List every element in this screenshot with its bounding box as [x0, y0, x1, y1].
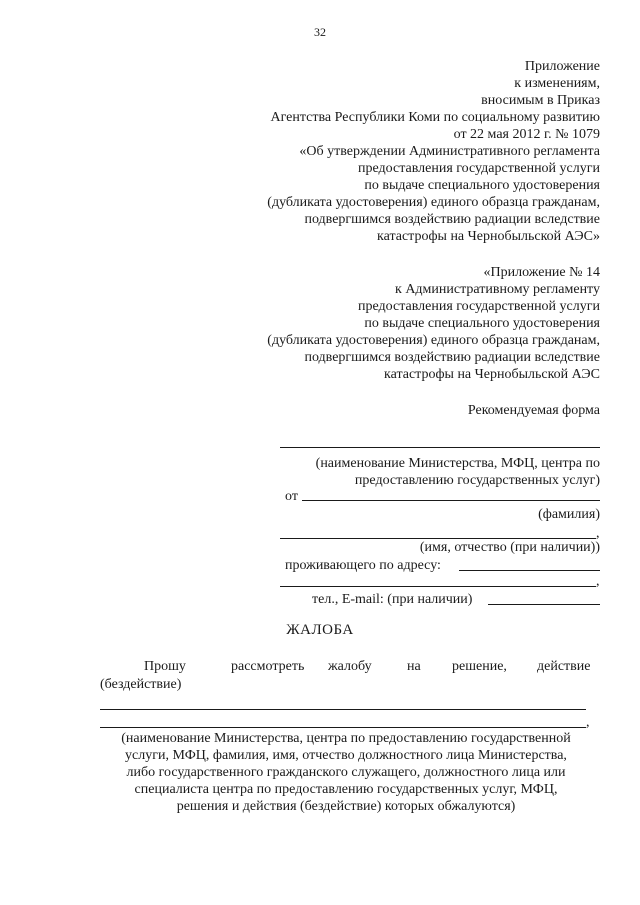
appendix-header-line: катастрофы на Чернобыльской АЭС» — [377, 229, 600, 244]
appendix-header-line: «Об утверждении Административного регламента — [299, 144, 600, 159]
appendix14-header — [267, 264, 600, 383]
address-field-1[interactable] — [459, 570, 600, 571]
appendix14-header-line: (дубликата удостоверения) единого образца гражданам, — [267, 333, 600, 348]
appendix-header-line: подвергшимся воздействию радиации вследствие — [304, 212, 600, 227]
comma-1: , — [596, 526, 600, 541]
appendix-header-line: по выдаче специального удостоверения — [364, 178, 600, 193]
appendix14-header-line: подвергшимся воздействию радиации вследствие — [304, 350, 600, 365]
body-word: на — [407, 659, 421, 674]
recommended-form-label — [468, 402, 600, 419]
body-comma: , — [586, 715, 590, 730]
page-number: 32 — [314, 25, 326, 39]
appendix-header-line: (дубликата удостоверения) единого образца гражданам, — [267, 195, 600, 210]
complaint-title: ЖАЛОБА — [286, 622, 354, 638]
body-word: действие — [537, 659, 591, 674]
address-label: проживающего по адресу: — [285, 558, 441, 573]
subject-caption-line: (наименование Министерства, центра по предоставлению государственной — [121, 731, 571, 746]
from-field[interactable] — [302, 500, 600, 501]
subject-caption-line: специалиста центра по предоставлению государственных услуг, МФЦ, — [134, 782, 558, 797]
body-word: Прошу — [144, 659, 186, 674]
contacts-field[interactable] — [488, 604, 600, 605]
body-word: рассмотреть — [231, 659, 305, 674]
from-label: от — [285, 489, 298, 504]
appendix-header — [267, 58, 600, 245]
appendix14-header-line: предоставления государственной услуги — [358, 299, 600, 314]
comma-2: , — [596, 574, 600, 589]
surname-caption — [538, 506, 600, 523]
body-line-2: (бездействие) — [100, 677, 182, 692]
org-caption — [316, 455, 600, 489]
appendix-header-line: Агентства Республики Коми по социальному развитию — [270, 110, 600, 125]
subject-field-2[interactable] — [100, 727, 586, 728]
body-word: решение, — [452, 659, 507, 674]
org-name-field[interactable] — [280, 447, 600, 448]
org-caption-line: предоставлению государственных услуг) — [354, 473, 600, 488]
appendix-header-line: вносимым в Приказ — [481, 93, 600, 108]
appendix-header-line: Приложение — [524, 59, 600, 74]
appendix-header-line: к изменениям, — [514, 76, 600, 91]
address-field-2[interactable] — [280, 586, 596, 587]
appendix14-header-line: катастрофы на Чернобыльской АЭС — [384, 367, 600, 382]
subject-caption-line: решения и действия (бездействие) которых обжалуются) — [176, 799, 516, 814]
appendix-header-line: от 22 мая 2012 г. № 1079 — [453, 127, 600, 142]
subject-caption-line: либо государственного гражданского служащего, должностного лица или — [126, 765, 566, 780]
appendix14-header-line: к Административному регламенту — [395, 282, 600, 297]
org-caption-line: (наименование Министерства, МФЦ, центра по — [315, 456, 600, 471]
appendix-header-line: предоставления государственной услуги — [358, 161, 600, 176]
subject-caption-line: услуги, МФЦ, фамилия, имя, отчество должностного лица Министерства, — [125, 748, 567, 763]
body-word: жалобу — [328, 659, 372, 674]
name-caption-text: (имя, отчество (при наличии)) — [419, 540, 600, 555]
name-caption — [420, 539, 600, 556]
appendix14-header-line: по выдаче специального удостоверения — [364, 316, 600, 331]
appendix14-header-line: «Приложение № 14 — [483, 265, 600, 280]
subject-field-1[interactable] — [100, 709, 586, 710]
subject-caption — [86, 730, 606, 815]
surname-caption-text: (фамилия) — [538, 507, 600, 522]
contacts-label: тел., E-mail: (при наличии) — [312, 592, 473, 607]
recommended-form-text: Рекомендуемая форма — [467, 403, 600, 418]
